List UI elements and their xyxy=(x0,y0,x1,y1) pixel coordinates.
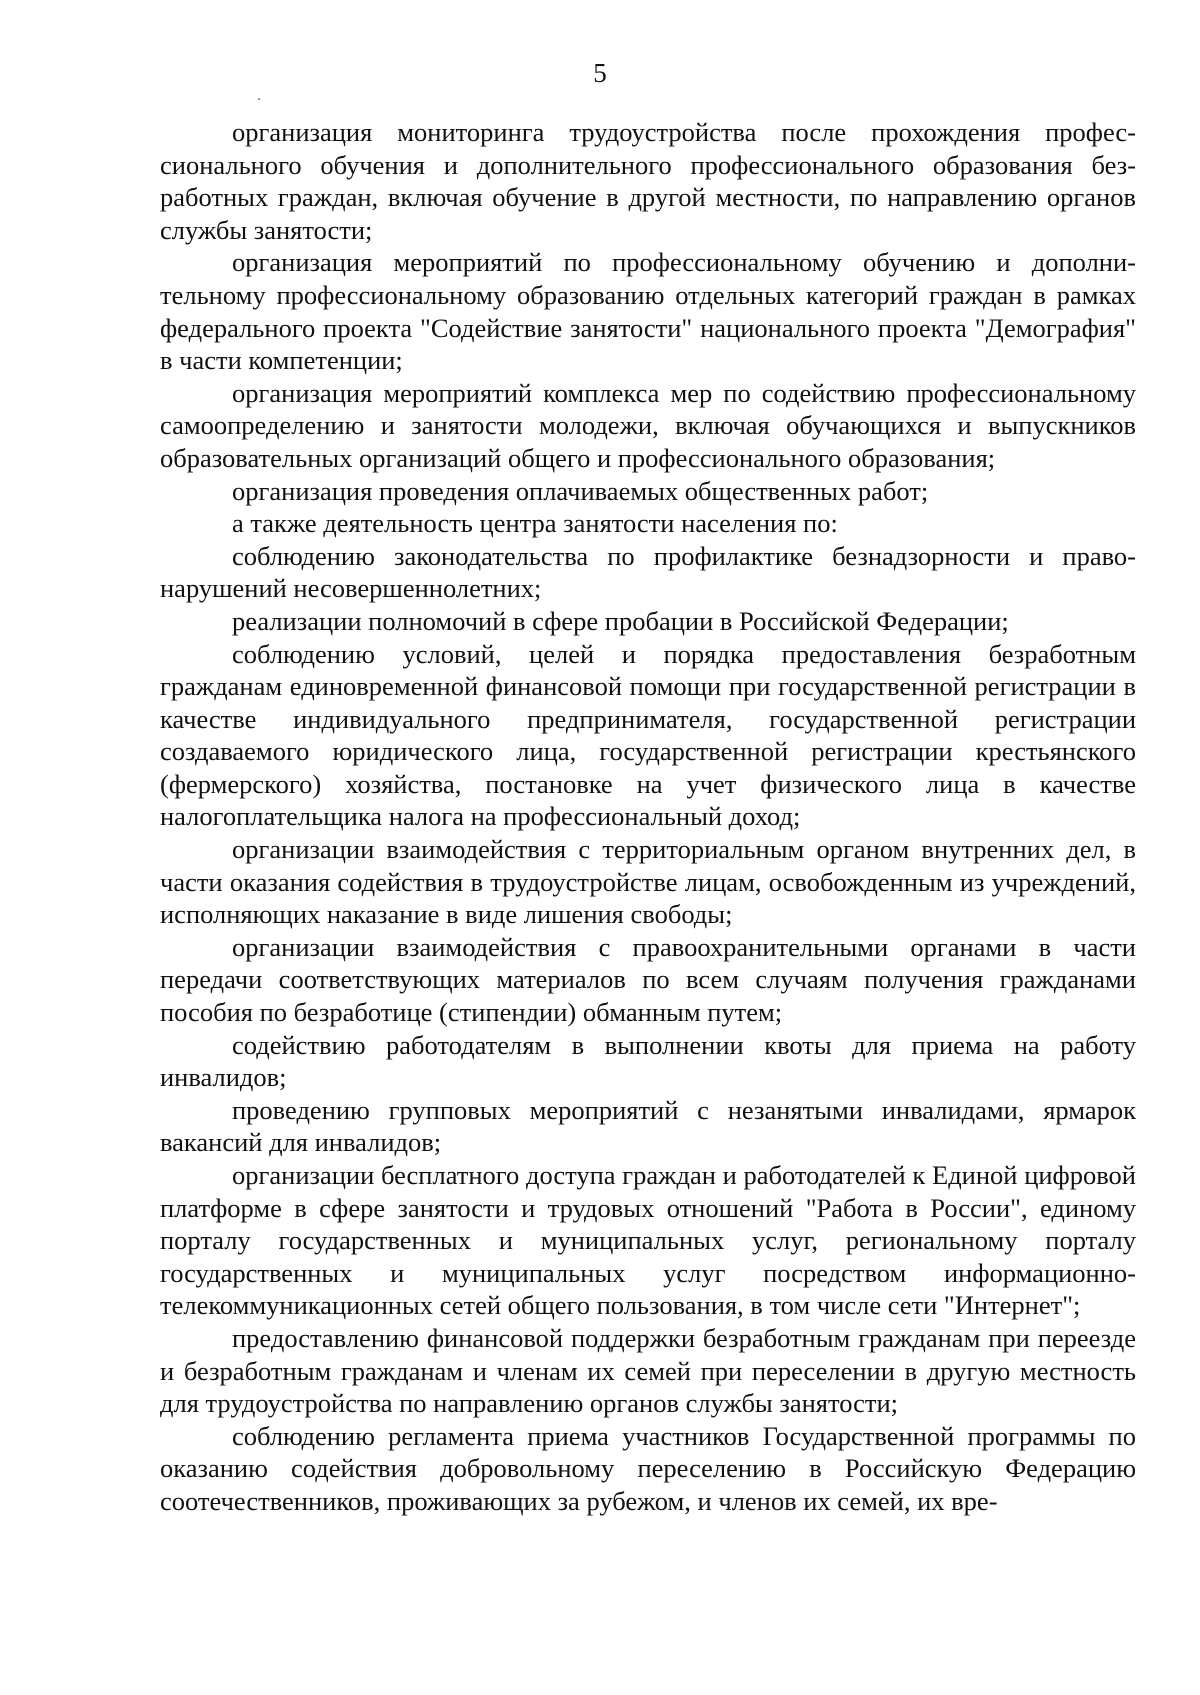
paragraph-juvenile-prevention: соблюдению законодательства по профилактике безнадзорности и правонарушений несовершеннолетних; xyxy=(160,540,1136,604)
paragraph-youth-measures: организация мероприятий комплекса мер по содействию профессиональному самоопределению и занятости молодежи, включая обучающихся и выпускников образовательных организаций общего и профессионального образования; xyxy=(160,377,1136,473)
paragraph-disability-quota: содействию работодателям в выполнении квоты для приема на работу инвалидов; xyxy=(160,1029,1136,1093)
paragraph-resettlement-program: соблюдению регламента приема участников Государственной программы по оказанию содействия добровольному переселению в Российскую Федерацию соотечественников, проживающих за рубежом, и членов их семей, их вре- xyxy=(160,1420,1136,1516)
paragraph-monitoring: организация мониторинга трудоустройства после прохождения профессионального обучения и дополнительного профессионального образования безработных граждан, включая обучение в другой местности, по направлению органов службы занятости; xyxy=(160,117,1136,245)
paragraph-internal-affairs: организации взаимодействия с территориальным органом внутренних дел, в части оказания содействия в трудоустройстве лицам, освобожденным из учреждений, исполняющих наказание в виде лишения свободы; xyxy=(160,834,1136,930)
paragraph-center-activity: а также деятельность центра занятости населения по: xyxy=(232,508,838,539)
paragraph-financial-aid: соблюдению условий, целей и порядка предоставления безработным гражданам единовременной финансовой помощи при государственной регистрации в качестве индивидуального предпринимателя, государственной регистрации создаваемого юридического лица, государственной регистрации крестьянского (фермерского) хозяйства, постановке на учет физического лица в качестве налогоплательщика налога на профессиональный доход; xyxy=(160,638,1136,832)
scan-speck xyxy=(258,98,260,100)
paragraph-law-enforcement: организации взаимодействия с правоохранительными органами в части передачи соответствующих материалов по всем случаям получения гражданами пособия по безработице (стипендии) обманным путем; xyxy=(160,931,1136,1028)
document-body xyxy=(160,116,1136,1518)
paragraph-training-measures: организация мероприятий по профессиональному обучению и дополнительному профессиональному образованию отдельных категорий граждан в рамках федерального проекта "Содействие занятости" национального проекта "Демография" в части компетенции; xyxy=(160,247,1136,376)
paragraph-probation: реализации полномочий в сфере пробации в Российской Федерации; xyxy=(232,605,1009,636)
paragraph-digital-platform: организации бесплатного доступа граждан и работодателей к Единой цифровой платформе в сфере занятости и трудовых отношений "Работа в России", единому порталу государственных и муниципальных услуг, региональному порталу государственных и муниципальных услуг посредством информационно-телекоммуникационных сетей общего пользования, в том числе сети "Интернет"; xyxy=(160,1160,1136,1321)
paragraph-public-works: организация проведения оплачиваемых общественных работ; xyxy=(232,475,929,506)
paragraph-relocation-support: предоставлению финансовой поддержки безработным гражданам при переезде и безработным гражданам и членам их семей при переселении в другую местность для трудоустройства по направлению органов службы занятости; xyxy=(160,1322,1136,1419)
page-number: 5 xyxy=(593,58,607,88)
paragraph-disability-fairs: проведению групповых мероприятий с незанятыми инвалидами, ярмарок вакансий для инвалидов; xyxy=(160,1094,1136,1158)
